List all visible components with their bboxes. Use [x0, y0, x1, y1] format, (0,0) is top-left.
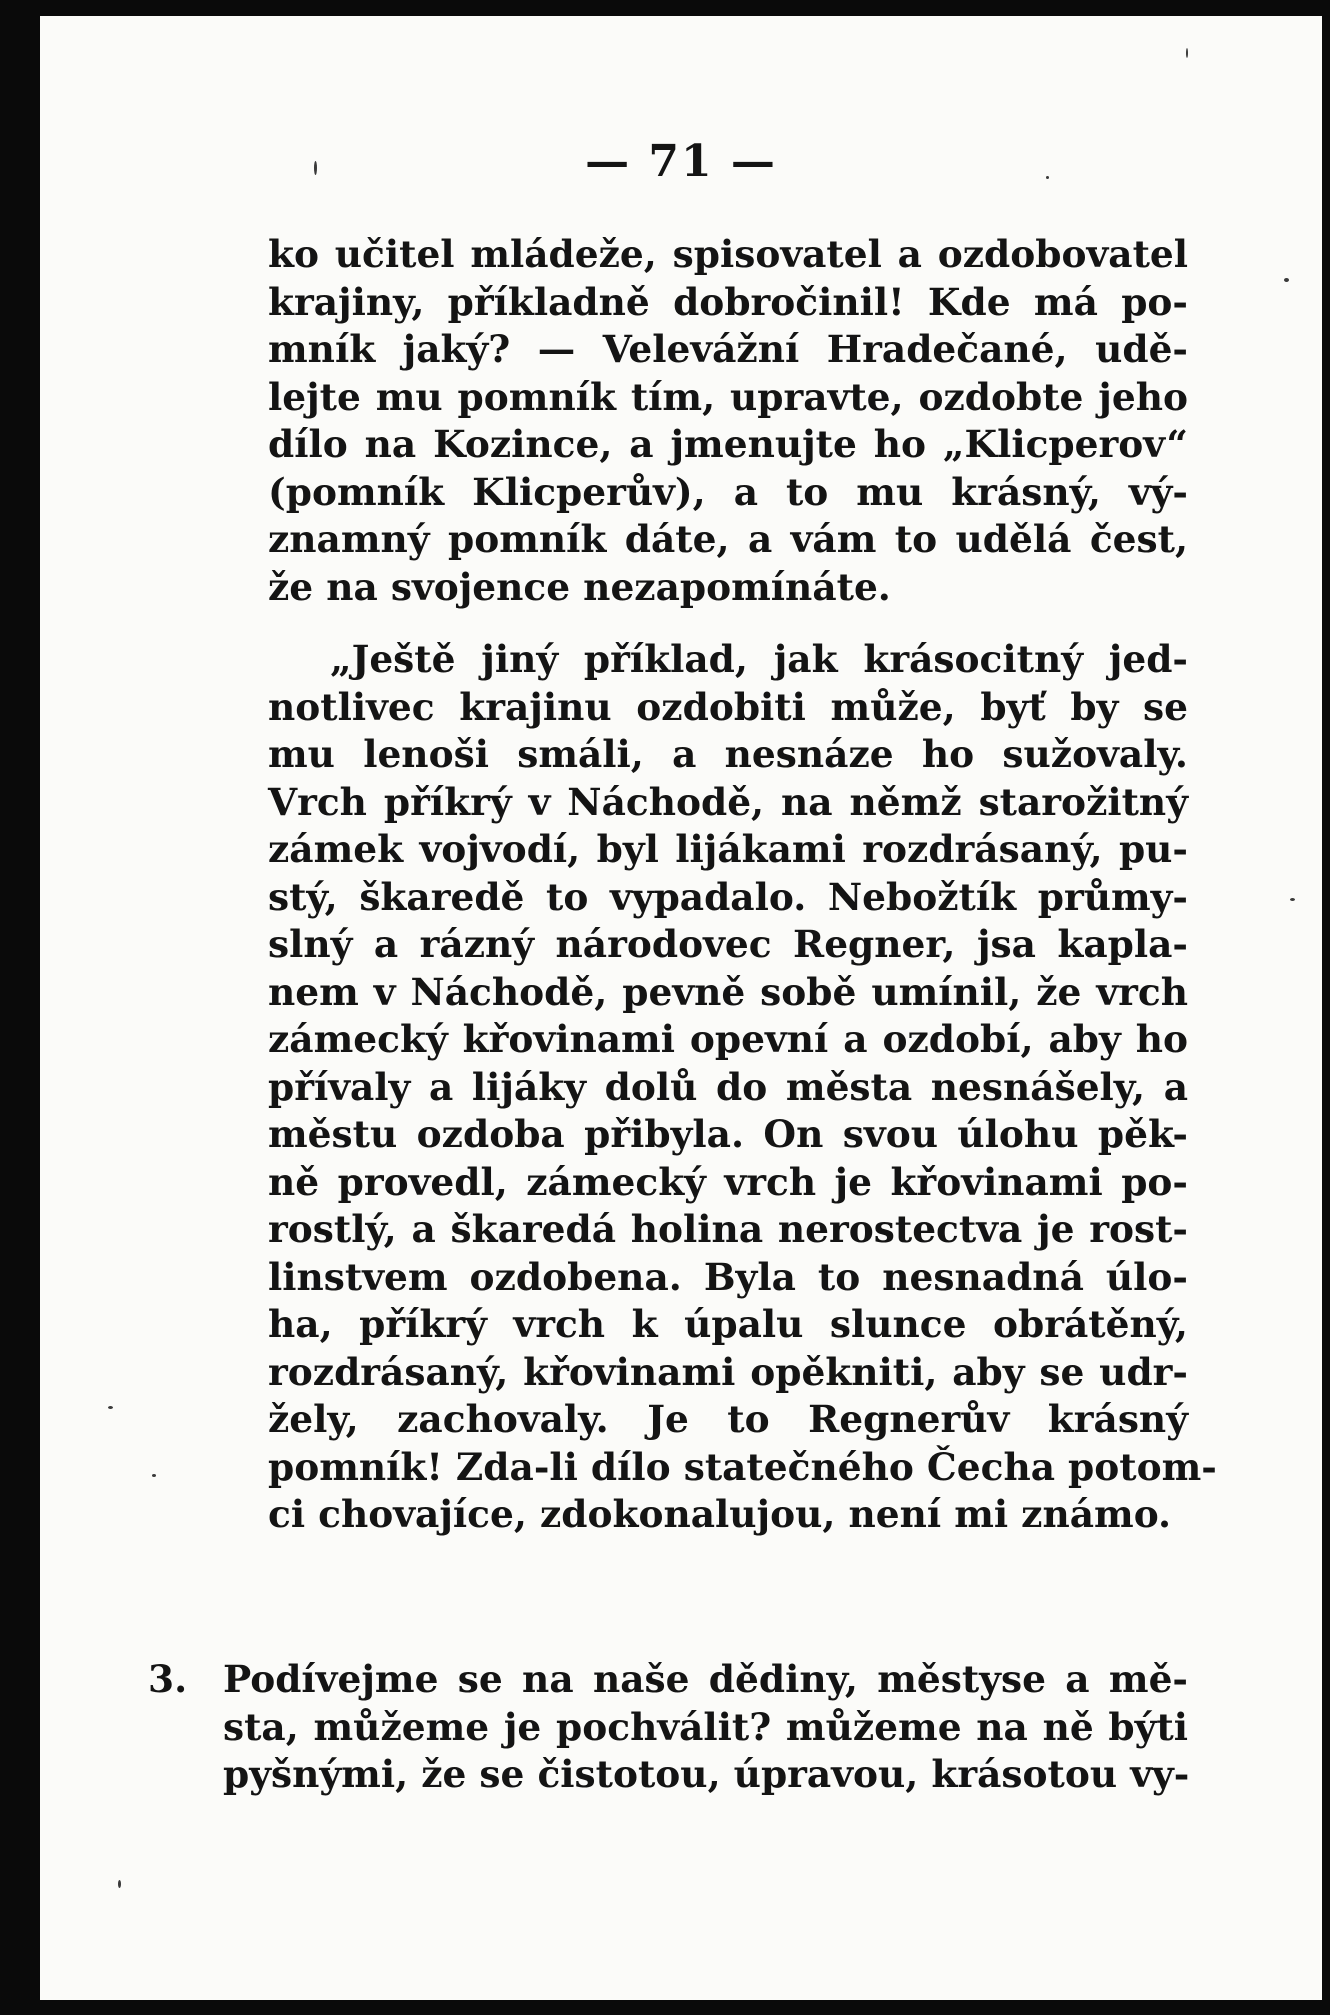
text-line: mník jaký? — Velevážní Hradečané, udě-	[268, 327, 1188, 371]
book-page	[40, 16, 1322, 2000]
text-line: Podívejme se na naše dědiny, městyse a mě-	[223, 1657, 1188, 1701]
scan-speck	[1186, 48, 1188, 58]
text-line: ha, příkrý vrch k úpalu slunce obrátěný,	[268, 1302, 1188, 1346]
text-line: nem v Náchodě, pevně sobě umínil, že vrch	[268, 969, 1188, 1014]
text-line: že na svojence nezapomínáte.	[268, 564, 891, 609]
text-line: pyšnými, že se čistotou, úpravou, krásotou vy-	[223, 1752, 1190, 1796]
text-line: stý, škaredě to vypadalo. Nebožtík průmy-	[268, 874, 1188, 919]
text-line: zámecký křovinami opevní a ozdobí, aby ho	[268, 1017, 1188, 1061]
scan-speck	[1290, 898, 1295, 901]
text-line: slný a rázný národovec Regner, jsa kapla-	[268, 922, 1188, 966]
text-line: zámek vojvodí, byl lijákami rozdrásaný, pu-	[268, 827, 1188, 871]
text-line: ně provedl, zámecký vrch je křovinami po-	[268, 1159, 1188, 1204]
scan-speck	[152, 1474, 156, 1477]
text-line: ko učitel mládeže, spisovatel a ozdobovatel	[268, 232, 1188, 276]
text-line: rostlý, a škaredá holina nerostectva je rost-	[268, 1207, 1188, 1251]
text-line: ci chovajíce, zdokonalujou, není mi známo.	[268, 1492, 1172, 1536]
text-line: žely, zachovaly. Je to Regnerův krásný	[268, 1397, 1188, 1441]
text-line: přívaly a lijáky dolů do města nesnášely, a	[268, 1064, 1188, 1109]
page-number: — 71 —	[585, 136, 777, 187]
text-line: notlivec krajinu ozdobiti může, byť by se	[268, 684, 1188, 729]
paragraph-2	[268, 636, 1217, 1539]
scan-speck	[1046, 176, 1049, 179]
text-line: městu ozdoba přibyla. On svou úlohu pěk-	[268, 1112, 1188, 1156]
text-line: „Ještě jiný příklad, jak krásocitný jed-	[330, 637, 1188, 681]
body-text	[268, 231, 1217, 1539]
text-line: znamný pomník dáte, a vám to udělá čest,	[268, 517, 1188, 561]
text-line: linstvem ozdobena. Byla to nesnadná úlo-	[268, 1254, 1188, 1299]
text-line: Vrch příkrý v Náchodě, na němž starožitný	[268, 779, 1188, 824]
scan-speck	[1284, 278, 1289, 282]
text-line: dílo na Kozince, a jmenujte ho „Klicperov“	[268, 422, 1188, 466]
scan-speck	[108, 1406, 113, 1409]
scan-speck	[118, 1880, 121, 1888]
item-number: 3.	[148, 1657, 188, 1701]
text-line: (pomník Klicperův), a to mu krásný, vý-	[268, 469, 1188, 514]
text-line: pomník! Zda-li dílo statečného Čecha potom-	[268, 1444, 1217, 1489]
scan-speck	[314, 161, 317, 175]
text-line: sta, můžeme je pochválit? můžeme na ně býti	[223, 1704, 1188, 1749]
text-line: rozdrásaný, křovinami opěkniti, aby se udr-	[268, 1349, 1188, 1394]
item-text	[223, 1656, 1188, 1799]
paragraph-1	[268, 231, 1188, 611]
text-line: mu lenoši smáli, a nesnáze ho sužovaly.	[268, 732, 1188, 776]
text-line: krajiny, příkladně dobročinil! Kde má po-	[268, 279, 1188, 324]
text-line: lejte mu pomník tím, upravte, ozdobte jeho	[268, 374, 1188, 419]
